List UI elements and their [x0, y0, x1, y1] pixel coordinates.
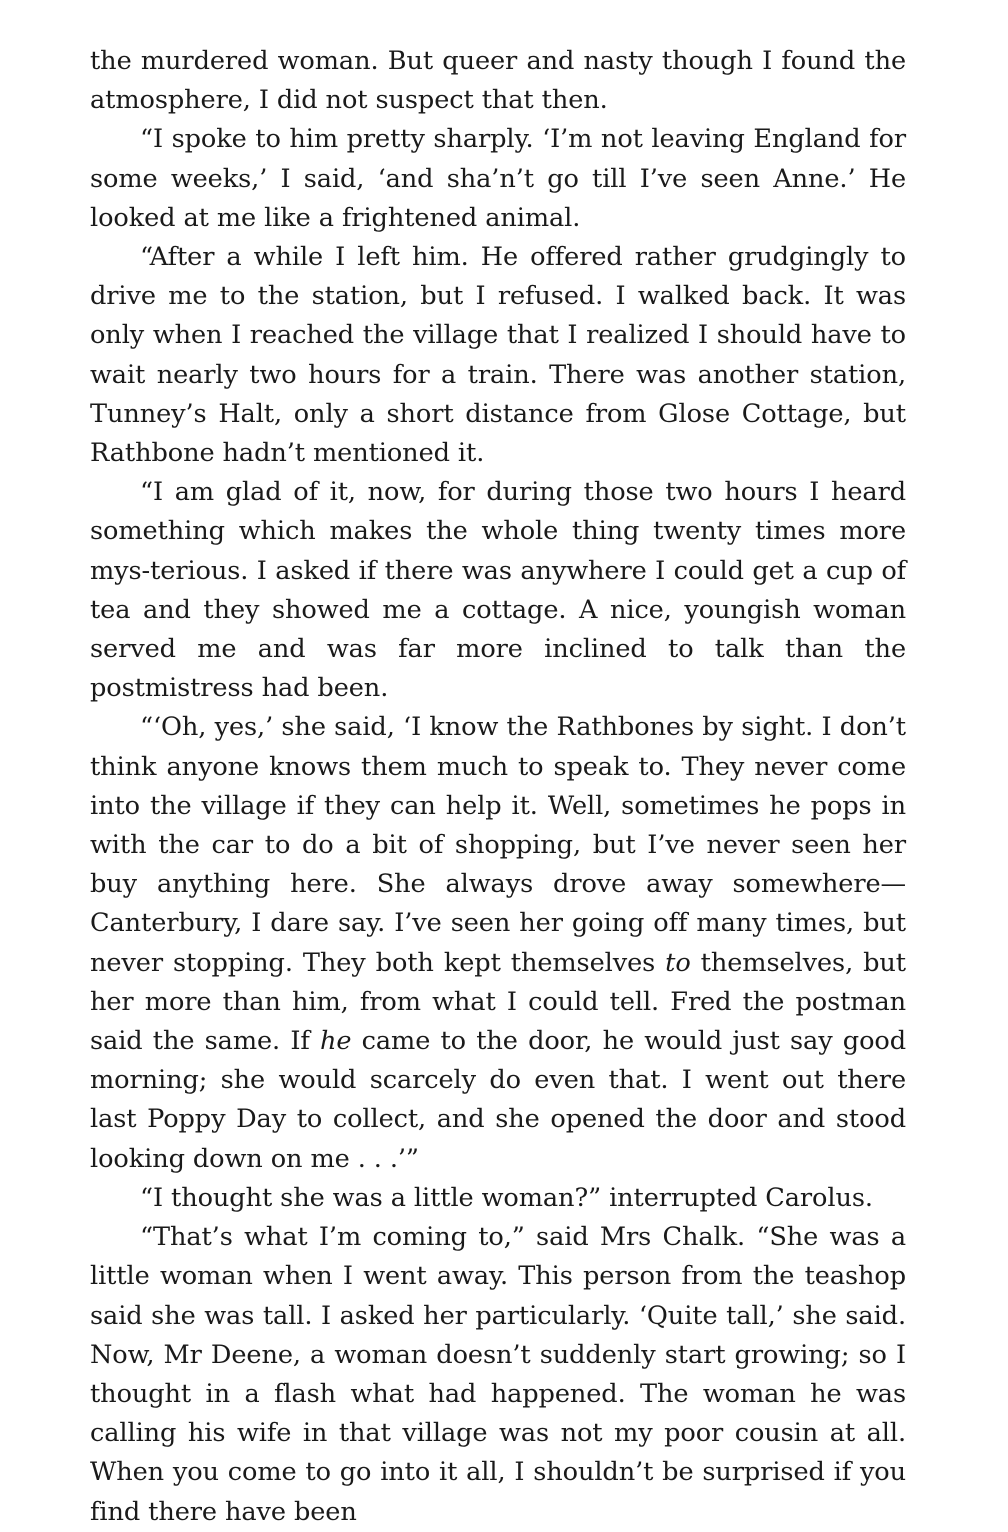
paragraph-1 [90, 42, 906, 120]
paragraph-7 [90, 1218, 906, 1532]
paragraph-5-text-c: came to the door, he would just say good morning; she would scarcely do even that. I went out there last Poppy Day to collect, and she opened the door and stood looking down on me . . .’” [90, 1026, 906, 1174]
paragraph-5-italic-he: he [319, 1026, 352, 1057]
paragraph-7-text: “That’s what I’m coming to,” said Mrs Chalk. “She was a little woman when I went away. This person from the teashop said she was tall. I asked her particularly. ‘Quite tall,’ she said. Now, Mr Deene, a woman doesn’t suddenly start growing; so I thought in a flash what had happened. The woman he was calling his wife in that village was not my poor cousin at all. When you come to go into it all, I shouldn’t be surprised if you find there have been [90, 1222, 906, 1527]
paragraph-3-text: “After a while I left him. He offered rather grudgingly to drive me to the station, but I refused. I walked back. It was only when I reached the village that I realized I should have to wait nearly two hours for a train. There was another station, Tunney’s Halt, only a short distance from Glose Cottage, but Rathbone hadn’t mentioned it. [90, 242, 906, 469]
paragraph-5-text-a: “‘Oh, yes,’ she said, ‘I know the Rathbones by sight. I don’t think anyone knows them much to speak to. They never come into the village if they can help it. Well, sometimes he pops in with the car to do a bit of shopping, but I’ve never seen her buy anything here. She always drove away somewhere—Canterbury, I dare say. I’ve seen her going off many times, but never stopping. They both kept themselves [90, 712, 906, 978]
paragraph-4-text: “I am glad of it, now, for during those two hours I heard something which makes the whole thing twenty times more mys-terious. I asked if there was anywhere I could get a cup of tea and they showed me a cottage. A nice, youngish woman served me and was far more inclined to talk than the postmistress had been. [90, 477, 906, 704]
paragraph-5-text-b: themselves, but her more than him, from what I could tell. Fred the postman said the same. If [90, 947, 906, 1057]
paragraph-6-text: “I thought she was a little woman?” interrupted Carolus. [140, 1182, 873, 1213]
paragraph-4 [90, 473, 906, 708]
paragraph-5-italic-to: to [665, 947, 691, 978]
paragraph-2-text: “I spoke to him pretty sharply. ‘I’m not leaving England for some weeks,’ I said, ‘and sha’n’t go till I’ve seen Anne.’ He looked at me like a frightened animal. [90, 124, 906, 233]
paragraph-6 [90, 1179, 906, 1218]
paragraph-2 [90, 120, 906, 238]
paragraph-1-text: the murdered woman. But queer and nasty though I found the atmosphere, I did not suspect that then. [90, 46, 906, 116]
paragraph-3 [90, 238, 906, 473]
book-page [90, 42, 906, 1532]
paragraph-5 [90, 708, 906, 1178]
